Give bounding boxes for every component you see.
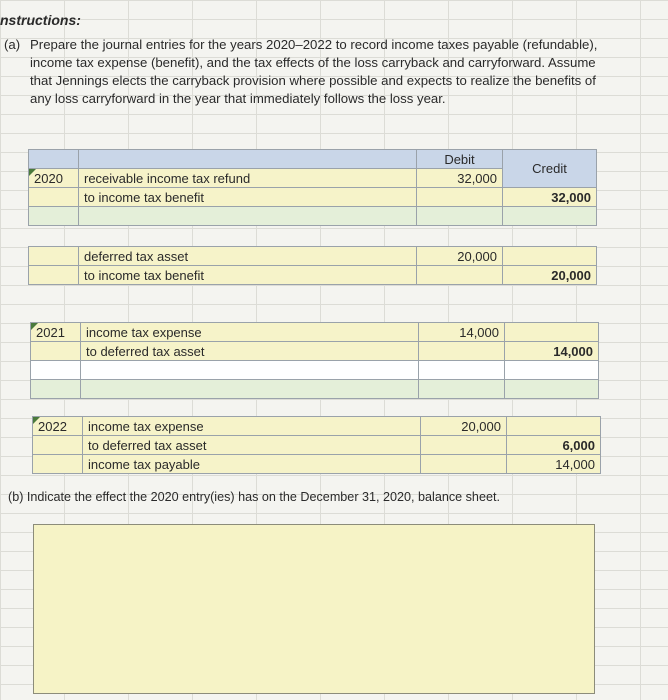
- part-b-instructions: [8, 490, 500, 504]
- credit-input[interactable]: 14,000: [507, 455, 601, 474]
- journal-entry-2022: [32, 416, 601, 474]
- year-cell[interactable]: [33, 455, 83, 474]
- debit-input[interactable]: [417, 266, 503, 285]
- year-cell[interactable]: [33, 436, 83, 455]
- debit-input[interactable]: [419, 380, 505, 399]
- account-input[interactable]: receivable income tax refund: [79, 169, 417, 188]
- journal-entry-2021: [30, 322, 599, 399]
- part-a-label: (a): [4, 37, 21, 52]
- debit-input[interactable]: [421, 455, 507, 474]
- dropdown-marker-icon: [33, 417, 40, 424]
- credit-input[interactable]: [507, 417, 601, 436]
- debit-header: Debit: [417, 150, 503, 169]
- credit-input[interactable]: 14,000: [505, 342, 599, 361]
- year-cell[interactable]: [29, 207, 79, 226]
- debit-input[interactable]: [421, 436, 507, 455]
- part-b-label: (b): [8, 490, 24, 504]
- debit-input[interactable]: [417, 188, 503, 207]
- balance-sheet-answer-box[interactable]: [33, 524, 595, 694]
- part-a-text: Prepare the journal entries for the years 2020–2022 to record income taxes payable (refundable), income tax expense (benefit), and the tax effects of the loss carryback and carryforward. Assume that Jennings elects the carryback provision where possible and expects to realize the benefits of any loss carryforward in the year that immediately follows the loss year.: [30, 37, 598, 106]
- credit-input[interactable]: [505, 323, 599, 342]
- account-input[interactable]: income tax expense: [81, 323, 419, 342]
- header-account-blank: [79, 150, 417, 169]
- year-cell[interactable]: [31, 342, 81, 361]
- credit-input[interactable]: [503, 207, 597, 226]
- debit-input[interactable]: 20,000: [417, 247, 503, 266]
- account-input[interactable]: [79, 207, 417, 226]
- credit-input[interactable]: [503, 247, 597, 266]
- instructions-heading: nstructions:: [0, 12, 81, 28]
- year-cell[interactable]: 2022: [33, 417, 83, 436]
- credit-input[interactable]: [505, 361, 599, 380]
- account-input[interactable]: income tax expense: [83, 417, 421, 436]
- year-cell[interactable]: [31, 361, 81, 380]
- account-input[interactable]: to deferred tax asset: [81, 342, 419, 361]
- credit-input[interactable]: 32,000: [503, 188, 597, 207]
- part-a-instructions: [4, 36, 614, 108]
- credit-header: Credit: [503, 150, 597, 188]
- debit-input[interactable]: 14,000: [419, 323, 505, 342]
- account-input[interactable]: income tax payable: [83, 455, 421, 474]
- year-cell[interactable]: 2021: [31, 323, 81, 342]
- header-year-blank: [29, 150, 79, 169]
- account-input[interactable]: deferred tax asset: [79, 247, 417, 266]
- credit-input[interactable]: 20,000: [503, 266, 597, 285]
- dropdown-marker-icon: [31, 323, 38, 330]
- account-input[interactable]: to income tax benefit: [79, 188, 417, 207]
- account-input[interactable]: [81, 361, 419, 380]
- credit-input[interactable]: 6,000: [507, 436, 601, 455]
- journal-entry-2020-refund: [28, 149, 597, 226]
- year-cell[interactable]: [31, 380, 81, 399]
- debit-input[interactable]: [417, 207, 503, 226]
- debit-input[interactable]: [419, 361, 505, 380]
- year-cell[interactable]: [29, 247, 79, 266]
- account-input[interactable]: to deferred tax asset: [83, 436, 421, 455]
- credit-input[interactable]: [505, 380, 599, 399]
- account-input[interactable]: [81, 380, 419, 399]
- year-cell[interactable]: [29, 266, 79, 285]
- part-b-text: Indicate the effect the 2020 entry(ies) has on the December 31, 2020, balance sheet.: [26, 490, 500, 504]
- debit-input[interactable]: 20,000: [421, 417, 507, 436]
- journal-entry-2020-carryforward: [28, 246, 597, 285]
- dropdown-marker-icon: [29, 169, 36, 176]
- debit-input[interactable]: 32,000: [417, 169, 503, 188]
- year-cell[interactable]: [29, 188, 79, 207]
- debit-input[interactable]: [419, 342, 505, 361]
- year-cell[interactable]: 2020: [29, 169, 79, 188]
- account-input[interactable]: to income tax benefit: [79, 266, 417, 285]
